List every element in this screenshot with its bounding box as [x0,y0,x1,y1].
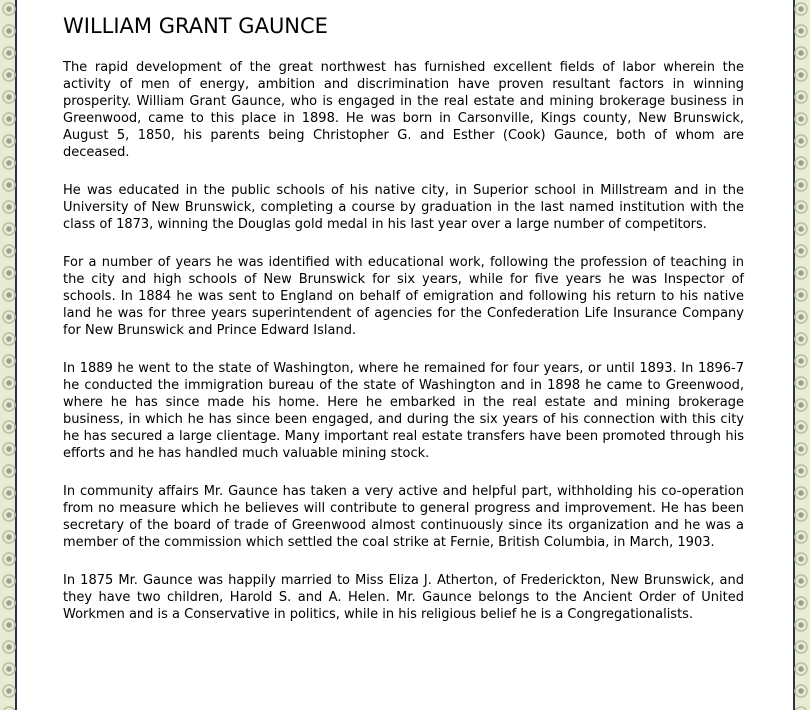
decorative-border-left [0,0,17,710]
paragraph-washington: In 1889 he went to the state of Washington, where he remained for four years, or until 1893. In 1896-7 he conducted the immigration bureau of the state of Washington and in 1898 he came to Greenwood, where he has since made his home. Here he embarked in the real estate and mining brokerage business, in which he has since been engaged, and during the six years of his connection with this city he has secured a large clientage. Many important real estate transfers have been promoted through his efforts and he has handled much valuable mining stock. [63,361,744,461]
decorative-border-right [793,0,810,710]
paragraph-family: In 1875 Mr. Gaunce was happily married to Miss Eliza J. Atherton, of Frederickton, New Brunswick, and they have two children, Harold S. and A. Helen. Mr. Gaunce belongs to the Ancient Order of United Workmen and is a Conservative in politics, while in his religious belief he is a Congregationalists. [63,573,744,622]
page-title: WILLIAM GRANT GAUNCE [63,14,328,38]
paragraph-introduction: The rapid development of the great northwest has furnished excellent fields of labor wherein the activity of men of energy, ambition and discrimination have proven resultant factors in winning prosperity. William Grant Gaunce, who is engaged in the real estate and mining brokerage business in Greenwood, came to this place in 1898. He was born in Carsonville, Kings county, New Brunswick, August 5, 1850, his parents being Christopher G. and Esther (Cook) Gaunce, both of whom are deceased. [63,60,744,160]
paragraph-career: For a number of years he was identified with educational work, following the profession of teaching in the city and high schools of New Brunswick for six years, while for five years he was Inspector of schools. In 1884 he was sent to England on behalf of emigration and following his return to his native land he was for three years superintendent of agencies for the Confederation Life Insurance Company for New Brunswick and Prince Edward Island. [63,255,744,338]
paragraph-community: In community affairs Mr. Gaunce has taken a very active and helpful part, withholding his co-operation from no measure which he believes will contribute to general progress and improvement. He has been secretary of the board of trade of Greenwood almost continuously since its organization and he was a member of the commission which settled the coal strike at Fernie, British Columbia, in March, 1903. [63,484,744,550]
document-body [63,11,744,644]
paragraph-education: He was educated in the public schools of his native city, in Superior school in Millstream and in the University of New Brunswick, completing a course by graduation in the last named institution with the class of 1873, winning the Douglas gold medal in his last year over a large number of competitors. [63,183,744,232]
